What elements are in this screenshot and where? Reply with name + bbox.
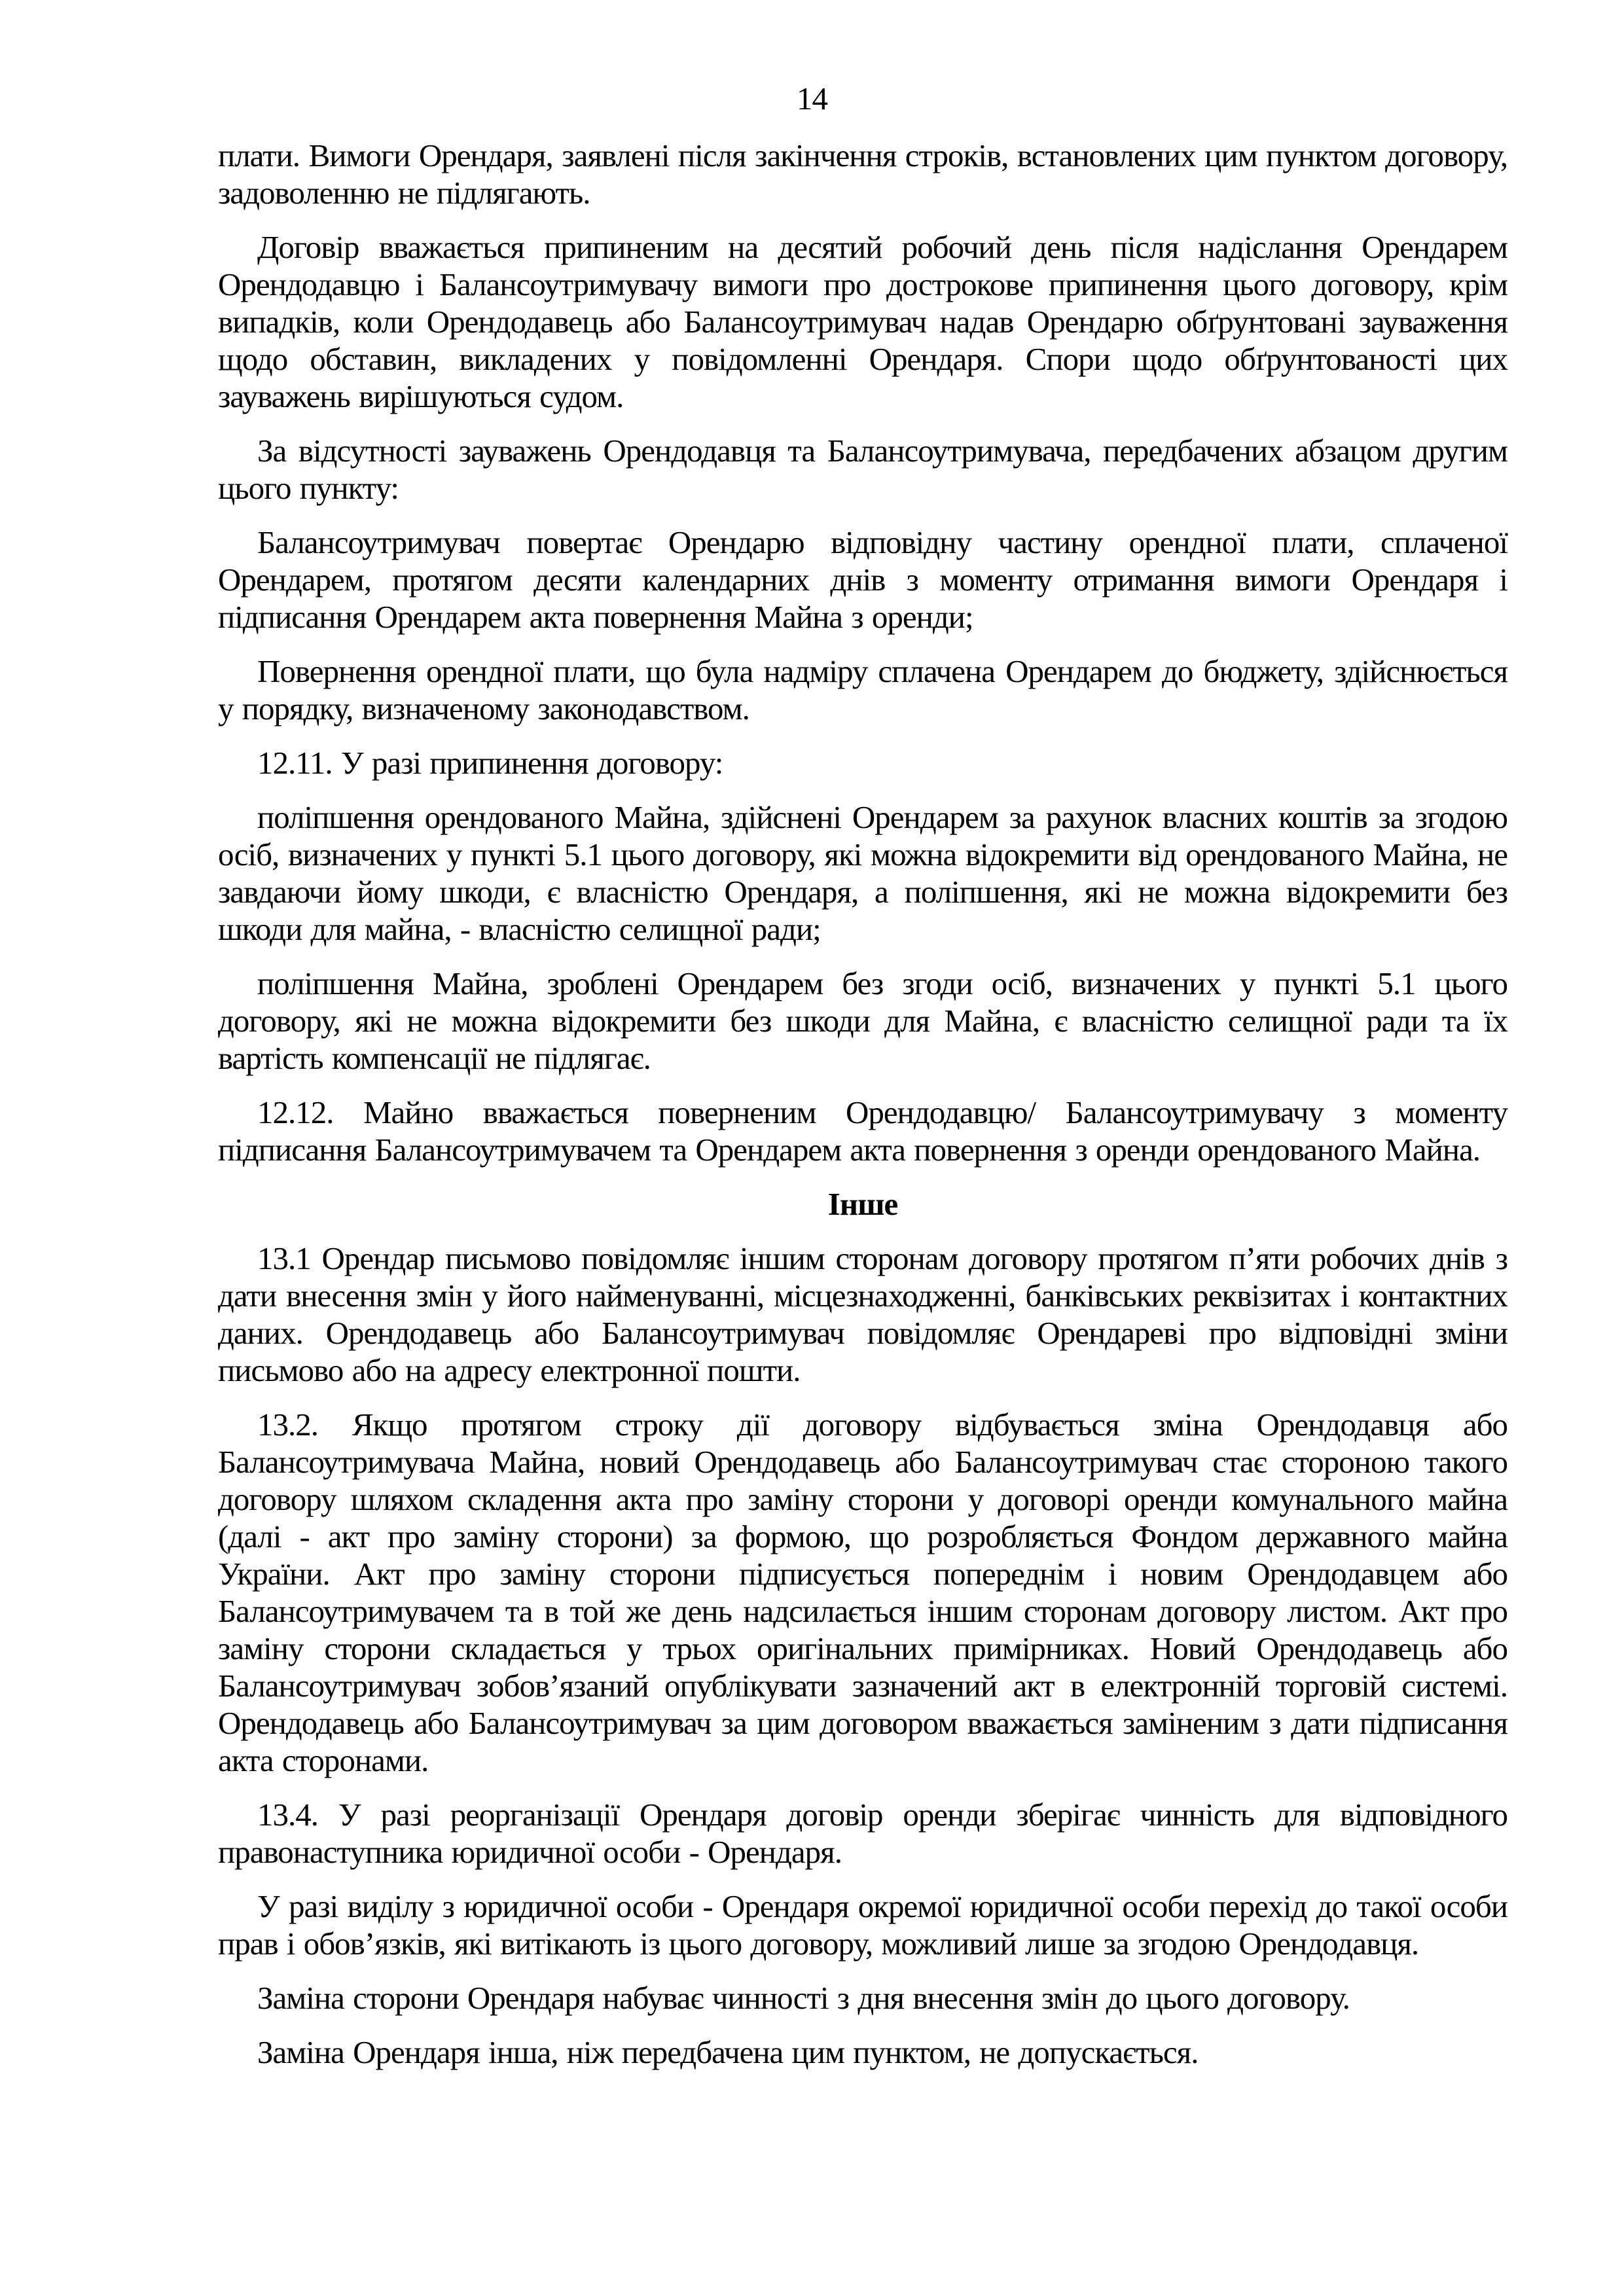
section-heading: Інше: [827, 1186, 898, 1222]
paragraph-clause-12-12: 12.12. Майно вважається поверненим Орендодавцю/ Балансоутримувачу з моменту підписання Балансоутримувачем та Орендарем акта повернення з оренди орендованого Майна.: [218, 1094, 1507, 1168]
paragraph: плати. Вимоги Орендаря, заявлені після закінчення строків, встановлених цим пунктом договору, задоволенню не підлягають.: [218, 137, 1507, 211]
paragraph-clause-13-1: 13.1 Орендар письмово повідомляє іншим сторонам договору протягом п’яти робочих днів з дати внесення змін у його найменуванні, місцезнаходженні, банківських реквізитах і контактних даних. Орендодавець або Балансоутримувач повідомляє Орендареві про відповідні зміни письмово або на адресу електронної пошти.: [218, 1240, 1507, 1388]
paragraph: Повернення орендної плати, що була надміру сплачена Орендарем до бюджету, здійснюється у порядку, визначеному законодавством.: [218, 653, 1507, 726]
paragraph: поліпшення орендованого Майна, здійснені Орендарем за рахунок власних коштів за згодою осіб, визначених у пункті 5.1 цього договору, які можна відокремити від орендованого Майна, не завдаючи йому шкоди, є власністю Орендаря, а поліпшення, які не можна відокремити без шкоди для майна, - власністю селищної ради;: [218, 799, 1507, 947]
page-number: 14: [797, 81, 827, 117]
paragraph: Балансоутримувач повертає Орендарю відповідну частину орендної плати, сплаченої Орендарем, протягом десяти календарних днів з моменту отримання вимоги Орендаря і підписання Орендарем акта повернення Майна з оренди;: [218, 524, 1507, 635]
paragraph-clause-13-4: 13.4. У разі реорганізації Орендаря договір оренди зберігає чинність для відповідного правонаступника юридичної особи - Орендаря.: [218, 1797, 1507, 1870]
paragraph-clause-12-11: 12.11. У разі припинення договору:: [257, 745, 723, 781]
paragraph: поліпшення Майна, зроблені Орендарем без згоди осіб, визначених у пункті 5.1 цього договору, які не можна відокремити без шкоди для Майна, є власністю селищної ради та їх вартість компенсації не підлягає.: [218, 965, 1507, 1076]
paragraph: За відсутності зауважень Орендодавця та Балансоутримувача, передбачених абзацом другим цього пункту:: [218, 433, 1507, 506]
paragraph: Заміна сторони Орендаря набуває чинності з дня внесення змін до цього договору.: [257, 1980, 1350, 2016]
paragraph: У разі виділу з юридичної особи - Орендаря окремої юридичної особи перехід до такої особи прав і обов’язків, які витікають із цього договору, можливий лише за згодою Орендодавця.: [218, 1888, 1507, 1962]
paragraph: Заміна Орендаря інша, ніж передбачена цим пунктом, не допускається.: [257, 2034, 1199, 2070]
paragraph-clause-13-2: 13.2. Якщо протягом строку дії договору відбувається зміна Орендодавця або Балансоутримувача Майна, новий Орендодавець або Балансоутримувач стає стороною такого договору шляхом складення акта про заміну сторони у договорі оренди комунального майна (далі - акт про заміну сторони) за формою, що розробляється Фондом державного майна України. Акт про заміну сторони підписується попереднім і новим Орендодавцем або Балансоутримувачем та в той же день надсилається іншим сторонам договору листом. Акт про заміну сторони складається у трьох оригінальних примірниках. Новий Орендодавець або Балансоутримувач зобов’язаний опублікувати зазначений акт в електронній торговій системі. Орендодавець або Балансоутримувач за цим договором вважається заміненим з дати підписання акта сторонами.: [218, 1407, 1507, 1778]
paragraph: Договір вважається припиненим на десятий робочий день після надіслання Орендарем Орендодавцю і Балансоутримувачу вимоги про дострокове припинення цього договору, крім випадків, коли Орендодавець або Балансоутримувач надав Орендарю обґрунтовані зауваження щодо обставин, викладених у повідомленні Орендаря. Спори щодо обґрунтованості цих зауважень вирішуються судом.: [218, 229, 1507, 414]
document-body: [218, 137, 1507, 2071]
